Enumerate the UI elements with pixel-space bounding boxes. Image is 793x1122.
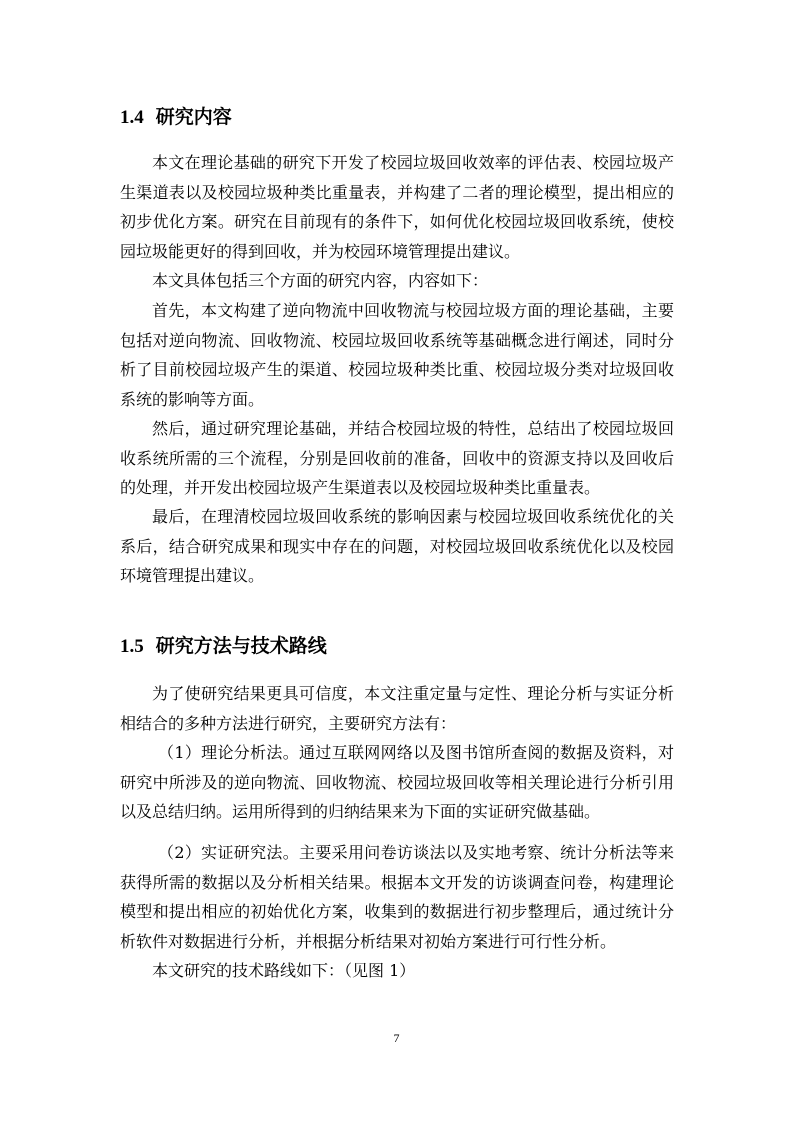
paragraph: 然后，通过研究理论基础，并结合校园垃圾的特性，总结出了校园垃圾回收系统所需的三个流程，分别是回收前的准备，回收中的资源支持以及回收后的处理，并开发出校园垃圾产生渠道表以及校园垃圾种类比重量表。 [120, 419, 674, 497]
section-heading-1-4 [120, 105, 232, 130]
page-number: 7 [393, 1031, 400, 1045]
paragraph: 首先，本文构建了逆向物流中回收物流与校园垃圾方面的理论基础，主要包括对逆向物流、回收物流、校园垃圾回收系统等基础概念进行阐述，同时分析了目前校园垃圾产生的渠道、校园垃圾种类比重、校园垃圾分类对垃圾回收系统的影响等方面。 [120, 301, 674, 409]
paragraph: 本文在理论基础的研究下开发了校园垃圾回收效率的评估表、校园垃圾产生渠道表以及校园垃圾种类比重量表，并构建了二者的理论模型，提出相应的初步优化方案。研究在目前现有的条件下，如何优化校园垃圾回收系统，使校园垃圾能更好的得到回收，并为校园环境管理提出建议。 [120, 153, 674, 261]
section-number: 1.5 [120, 636, 144, 657]
paragraph: （2）实证研究法。主要采用问卷访谈法以及实地考察、统计分析法等来获得所需的数据以及分析相关结果。根据本文开发的访谈调查问卷，构建理论模型和提出相应的初始优化方案，收集到的数据进行初步整理后，通过统计分析软件对数据进行分析，并根据分析结果对初始方案进行可行性分析。 [120, 843, 674, 951]
section-number: 1.4 [120, 107, 144, 128]
section-title: 研究内容 [155, 106, 232, 128]
section-heading-1-5 [120, 634, 327, 659]
paragraph: （1）理论分析法。通过互联网网络以及图书馆所查阅的数据及资料，对研究中所涉及的逆向物流、回收物流、校园垃圾回收等相关理论进行分析引用以及总结归纳。运用所得到的归纳结果来为下面的实证研究做基础。 [120, 743, 674, 821]
section-title: 研究方法与技术路线 [155, 635, 327, 657]
paragraph: 最后，在理清校园垃圾回收系统的影响因素与校园垃圾回收系统优化的关系后，结合研究成果和现实中存在的问题，对校园垃圾回收系统优化以及校园环境管理提出建议。 [120, 507, 674, 585]
paragraph: 为了使研究结果更具可信度，本文注重定量与定性、理论分析与实证分析相结合的多种方法进行研究，主要研究方法有： [120, 684, 674, 733]
paragraph: 本文研究的技术路线如下：（见图 1） [152, 961, 416, 980]
paragraph: 本文具体包括三个方面的研究内容，内容如下： [152, 271, 489, 290]
